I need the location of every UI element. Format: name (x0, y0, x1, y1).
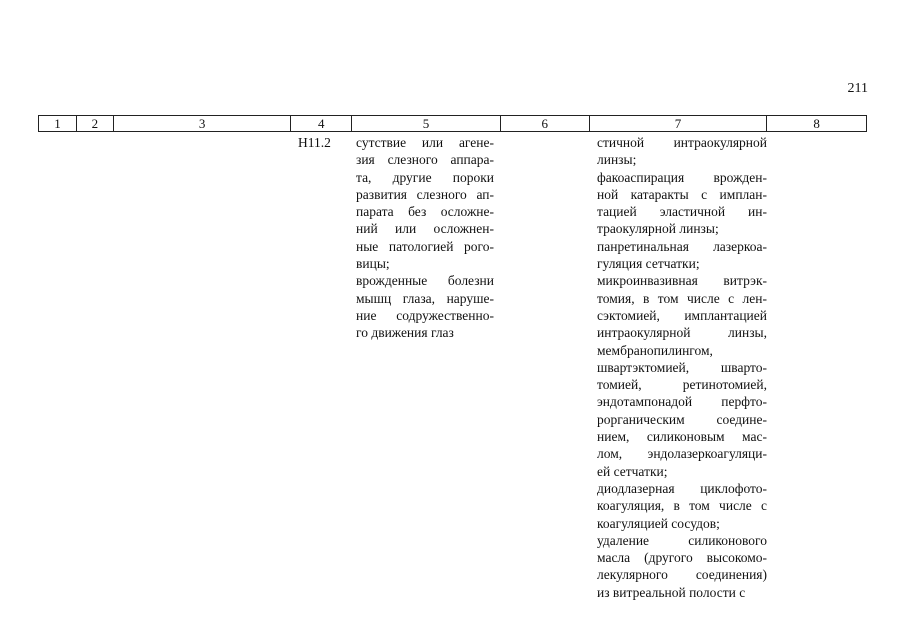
column-header-3: 3 (114, 116, 292, 131)
column-5-line: мышц глаза, наруше- (356, 290, 494, 306)
column-5-line: ные патологией рого- (356, 238, 494, 254)
column-7-line: лом, эндолазеркоагуляци- (597, 446, 767, 462)
column-7-line: нием, силиконовым мас- (597, 429, 767, 445)
page-number: 211 (847, 81, 868, 96)
column-7-line: факоаспирация врожден- (597, 169, 767, 185)
column-7-line: траокулярной линзы; (597, 221, 719, 237)
column-5-line: сутствие или агене- (356, 135, 494, 150)
column-7-line: удаление силиконового (597, 532, 767, 548)
column-7-line: ей сетчатки; (597, 463, 668, 479)
column-7-line: тацией эластичной ин- (597, 204, 767, 220)
column-7-line: томией, ретинотомией, (597, 377, 767, 393)
column-7-line: эндотампонадой перфто- (597, 394, 767, 410)
column-header-1: 1 (39, 116, 77, 131)
column-7-line: панретинальная лазеркоа- (597, 238, 767, 254)
column-5-line: ний или осложнен- (356, 221, 494, 237)
column-5-line: парата без осложне- (356, 204, 494, 220)
table-header-row (38, 115, 867, 132)
column-7-line: диодлазерная циклофото- (597, 480, 767, 496)
column-header-4: 4 (291, 116, 352, 131)
column-7-line: томия, в том числе с лен- (597, 290, 767, 306)
column-7-line: ной катаракты с имплан- (597, 186, 767, 202)
diagnosis-code: H11.2 (298, 135, 331, 150)
column-7-line: микроинвазивная витрэк- (597, 273, 767, 289)
column-5-line: вицы; (356, 256, 390, 272)
column-7-line: масла (другого высокомо- (597, 550, 767, 566)
column-7-line: швартэктомией, шварто- (597, 359, 767, 375)
column-5-line: зия слезного аппара- (356, 152, 494, 168)
column-7-line: гуляция сетчатки; (597, 256, 700, 272)
column-5-line: развития слезного ап- (356, 186, 494, 202)
column-header-6: 6 (501, 116, 590, 131)
column-header-8: 8 (813, 116, 820, 131)
column-7-line: линзы; (597, 152, 637, 168)
column-7-line: интраокулярной линзы, (597, 325, 767, 341)
column-5-line: врожденные болезни (356, 273, 494, 289)
column-header-7: 7 (590, 116, 768, 131)
column-7-line: коагуляция, в том числе с (597, 498, 767, 514)
column-7-line: коагуляцией сосудов; (597, 515, 720, 531)
column-7-text (597, 134, 767, 601)
column-5-text (356, 134, 494, 342)
column-7-line: сэктомией, имплантацией (597, 307, 767, 323)
column-7-line: стичной интраокулярной (597, 135, 767, 150)
column-header-5: 5 (352, 116, 501, 131)
column-5-line: ние содружественно- (356, 307, 494, 323)
column-5-line: го движения глаз (356, 325, 454, 341)
column-7-line: из витреальной полости с (597, 584, 746, 600)
column-7-line: рорганическим соедине- (597, 411, 767, 427)
column-header-2: 2 (77, 116, 114, 131)
column-5-line: та, другие пороки (356, 169, 494, 185)
column-7-line: лекулярного соединения) (597, 567, 767, 583)
column-7-line: мембранопилингом, (597, 342, 713, 358)
